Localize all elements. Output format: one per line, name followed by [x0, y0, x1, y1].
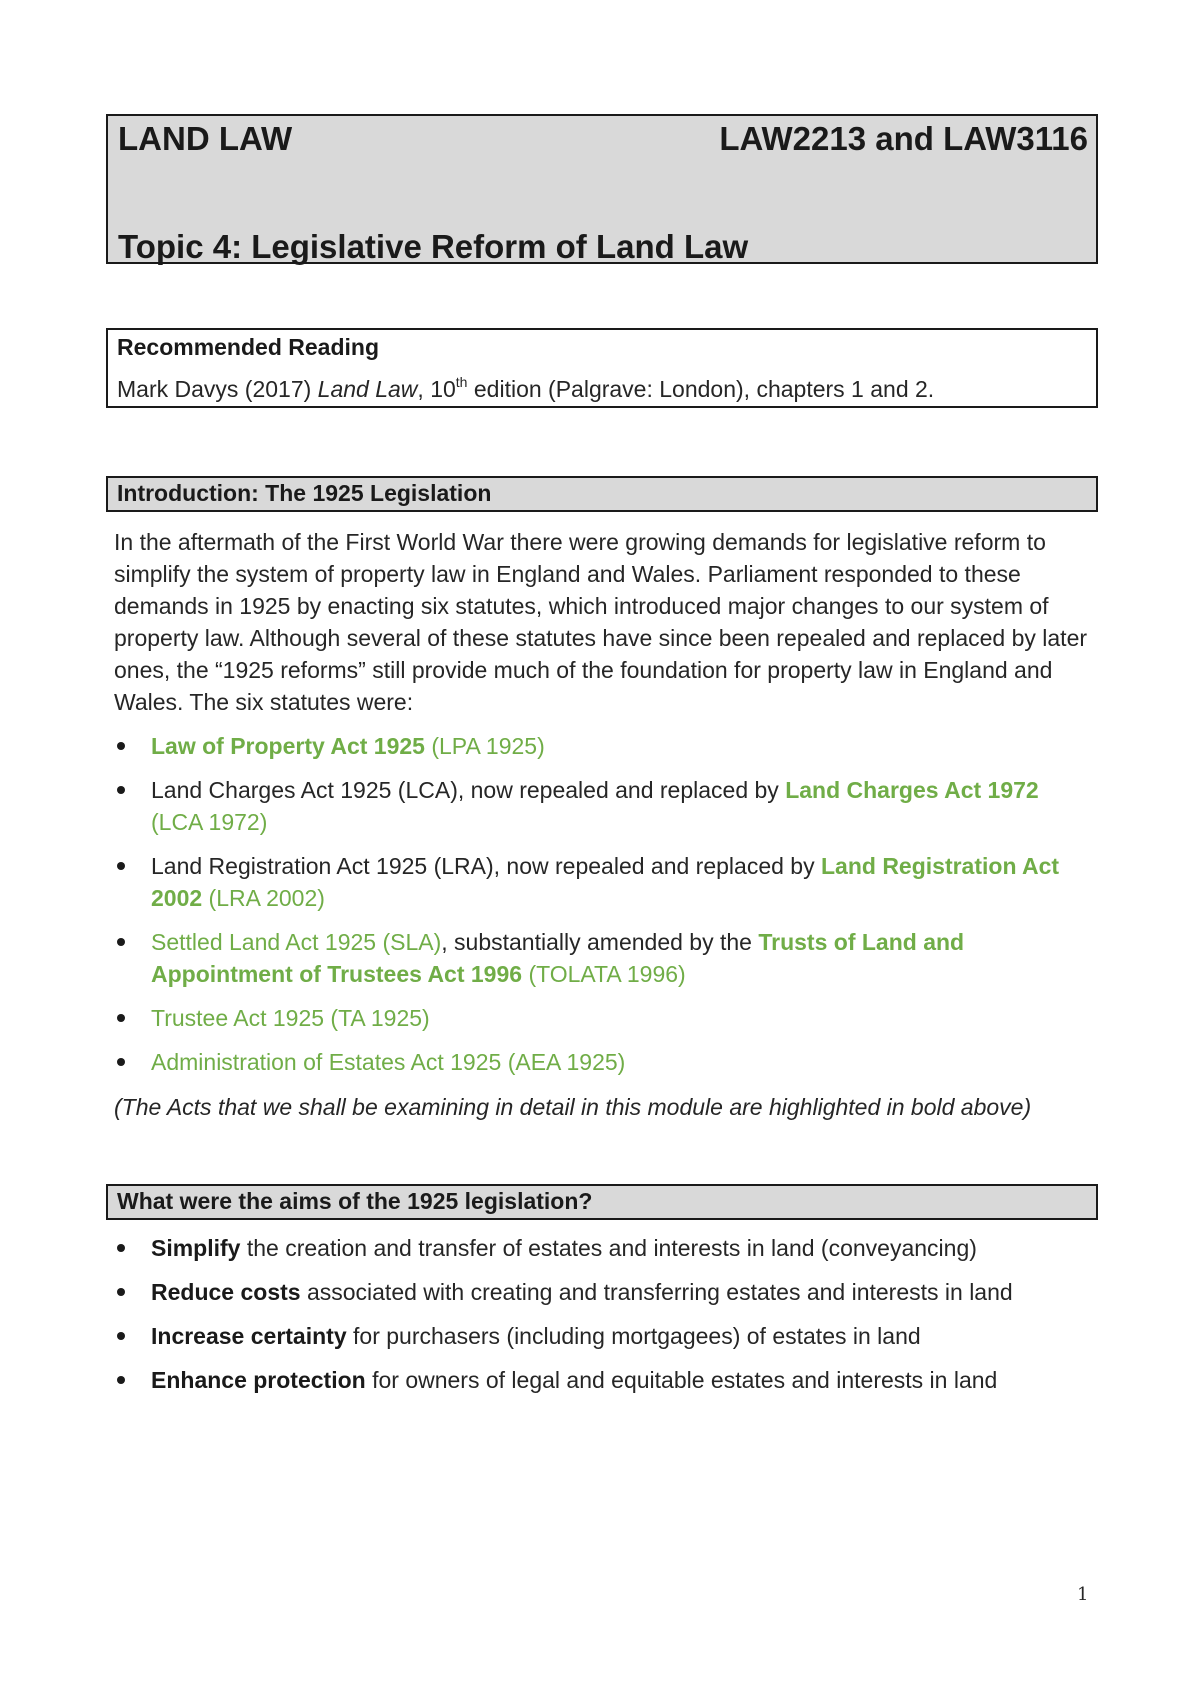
introduction-heading: Introduction: The 1925 Legislation [106, 476, 1098, 512]
aims-heading: What were the aims of the 1925 legislation? [106, 1184, 1098, 1220]
list-item: Land Charges Act 1925 (LCA), now repealed and replaced by Land Charges Act 1972 (LCA 1972) [114, 774, 1094, 838]
list-item: Increase certainty for purchasers (including mortgagees) of estates in land [114, 1320, 1094, 1352]
bullet-icon [117, 862, 125, 870]
statutes-list [114, 730, 1094, 1090]
course-title: LAND LAW [118, 120, 293, 157]
reading-citation: Mark Davys (2017) Land Law, 10th edition (Palgrave: London), chapters 1 and 2. [117, 374, 935, 402]
book-title: Land Law [317, 376, 418, 402]
list-item: Trustee Act 1925 (TA 1925) [114, 1002, 1094, 1034]
reading-heading: Recommended Reading [117, 334, 379, 360]
bullet-icon [117, 742, 125, 750]
aims-list [114, 1232, 1094, 1408]
module-codes: LAW2213 and LAW3116 [719, 120, 1088, 157]
module-title-box [106, 114, 1098, 264]
bullet-icon [117, 1244, 125, 1252]
list-item: Reduce costs associated with creating and transferring estates and interests in land [114, 1276, 1094, 1308]
bullet-icon [117, 1288, 125, 1296]
bullet-icon [117, 1376, 125, 1384]
introduction-paragraph: In the aftermath of the First World War there were growing demands for legislative reform to simplify the system of property law in England and Wales. Parliament responded to these demands in 1925 by enacting six statutes, which introduced major changes to our system of property law. Although several of these statutes have since been repealed and replaced by later ones, the “1925 reforms” still provide much of the foundation for property law in England and Wales. The six statutes were: [114, 529, 1088, 715]
topic-title: Topic 4: Legislative Reform of Land Law [118, 228, 749, 265]
bullet-icon [117, 938, 125, 946]
list-item: Settled Land Act 1925 (SLA), substantially amended by the Trusts of Land and Appointment of Trustees Act 1996 (TOLATA 1996) [114, 926, 1094, 990]
bullet-icon [117, 1332, 125, 1340]
recommended-reading-box [106, 328, 1098, 408]
highlight-note: (The Acts that we shall be examining in detail in this module are highlighted in bold above) [114, 1094, 1032, 1120]
bullet-icon [117, 786, 125, 794]
list-item: Administration of Estates Act 1925 (AEA 1925) [114, 1046, 1094, 1078]
list-item: Law of Property Act 1925 (LPA 1925) [114, 730, 1094, 762]
page-number: 1 [1077, 1584, 1089, 1605]
list-item: Simplify the creation and transfer of estates and interests in land (conveyancing) [114, 1232, 1094, 1264]
bullet-icon [117, 1014, 125, 1022]
list-item: Enhance protection for owners of legal and equitable estates and interests in land [114, 1364, 1094, 1396]
list-item: Land Registration Act 1925 (LRA), now repealed and replaced by Land Registration Act 2002 (LRA 2002) [114, 850, 1094, 914]
bullet-icon [117, 1058, 125, 1066]
